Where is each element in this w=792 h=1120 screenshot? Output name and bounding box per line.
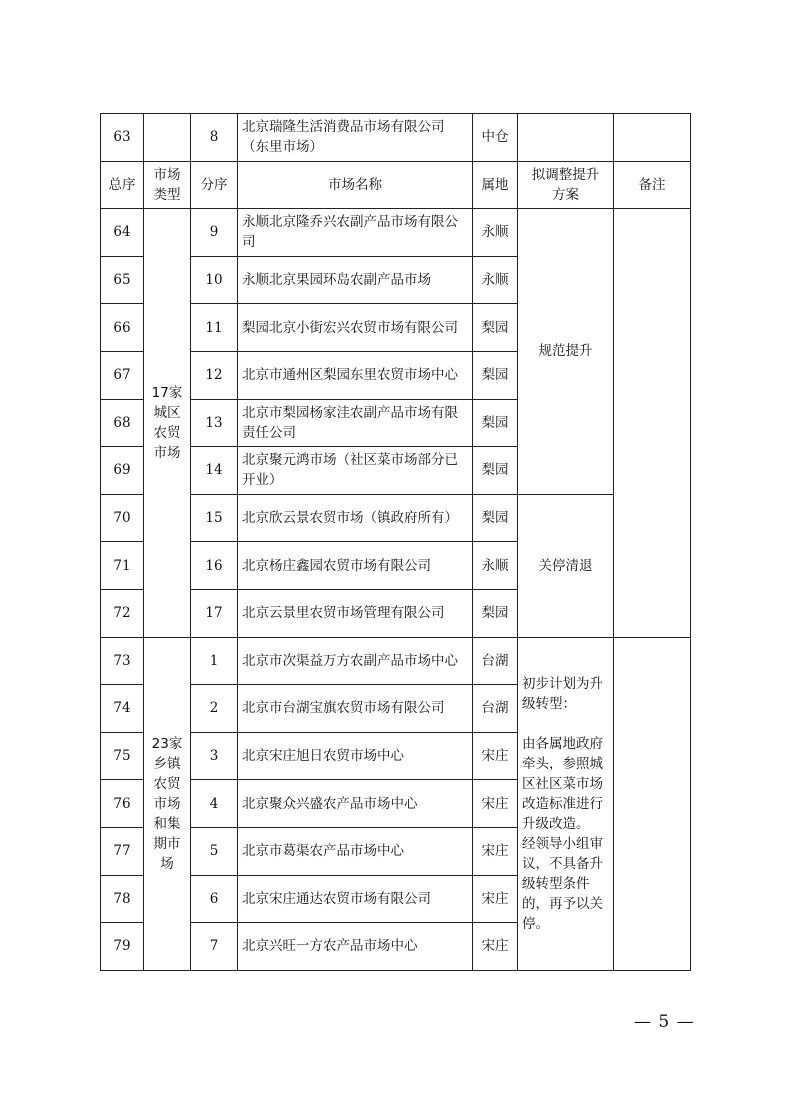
cell-sub: 14	[191, 447, 238, 495]
cell-sub: 1	[191, 637, 238, 685]
cell-sub: 12	[191, 351, 238, 399]
group2-type: 23家 乡镇 农贸 市场 和集 期市 场	[144, 637, 191, 970]
cell-sub: 3	[191, 732, 238, 780]
group1-note	[614, 209, 691, 637]
cell-area: 永顺	[473, 256, 518, 304]
cell-name: 北京杨庄鑫园农贸市场有限公司	[238, 542, 473, 590]
cell-area: 宋庄	[473, 732, 518, 780]
header-plan: 拟调整提升 方案	[518, 161, 614, 209]
header-total: 总序	[101, 161, 144, 209]
cell-name: 永顺北京果园环岛农副产品市场	[238, 256, 473, 304]
cell-sub: 17	[191, 589, 238, 637]
cell-area: 台湖	[473, 685, 518, 733]
cell-total: 76	[101, 780, 144, 828]
cell-total: 65	[101, 256, 144, 304]
cell-name: 北京兴旺一方农产品市场中心	[238, 923, 473, 971]
cell-name: 北京宋庄通达农贸市场有限公司	[238, 875, 473, 923]
group1-plan-upgrade: 规范提升	[518, 209, 614, 495]
group2-plan: 初步计划为升级转型： 由各属地政府牵头，参照城区社区菜市场改造标准进行升级改造。 经领导小组审议，不具备升级转型条件的，再予以关停。	[518, 637, 614, 970]
cell-name: 北京市台湖宝旗农贸市场有限公司	[238, 685, 473, 733]
cell-area: 中仓	[473, 114, 518, 162]
cell-area: 台湖	[473, 637, 518, 685]
cell-total: 68	[101, 399, 144, 447]
cell-sub: 7	[191, 923, 238, 971]
cell-sub: 11	[191, 304, 238, 352]
cell-area: 永顺	[473, 542, 518, 590]
group1-type: 17家 城区 农贸 市场	[144, 209, 191, 637]
cell-name: 北京市梨园杨家洼农副产品市场有限责任公司	[238, 399, 473, 447]
cell-total: 77	[101, 827, 144, 875]
cell-name: 永顺北京隆乔兴农副产品市场有限公司	[238, 209, 473, 257]
cell-total: 74	[101, 685, 144, 733]
cell-name: 北京欣云景农贸市场（镇政府所有）	[238, 494, 473, 542]
cell-total: 75	[101, 732, 144, 780]
header-note: 备注	[614, 161, 691, 209]
cell-name: 北京市次渠益万方农副产品市场中心	[238, 637, 473, 685]
table-row	[101, 209, 691, 257]
cell-note	[614, 114, 691, 162]
cell-area: 梨园	[473, 447, 518, 495]
cell-sub: 15	[191, 494, 238, 542]
cell-sub: 16	[191, 542, 238, 590]
cell-area: 梨园	[473, 304, 518, 352]
table-header-row	[101, 161, 691, 209]
cell-name: 北京市葛渠农产品市场中心	[238, 827, 473, 875]
market-table	[100, 113, 691, 971]
cell-name: 北京瑞隆生活消费品市场有限公司（东里市场）	[238, 114, 473, 162]
cell-sub: 6	[191, 875, 238, 923]
cell-sub: 2	[191, 685, 238, 733]
cell-area: 宋庄	[473, 780, 518, 828]
cell-total: 64	[101, 209, 144, 257]
cell-total: 69	[101, 447, 144, 495]
cell-total: 70	[101, 494, 144, 542]
cell-name: 北京市通州区梨园东里农贸市场中心	[238, 351, 473, 399]
cell-total: 79	[101, 923, 144, 971]
cell-sub: 13	[191, 399, 238, 447]
cell-name: 梨园北京小街宏兴农贸市场有限公司	[238, 304, 473, 352]
cell-area: 永顺	[473, 209, 518, 257]
cell-sub: 9	[191, 209, 238, 257]
cell-total: 72	[101, 589, 144, 637]
cell-name: 北京云景里农贸市场管理有限公司	[238, 589, 473, 637]
page-number: — 5 —	[634, 1012, 695, 1032]
header-type: 市场 类型	[144, 161, 191, 209]
cell-total: 78	[101, 875, 144, 923]
cell-name: 北京聚众兴盛农产品市场中心	[238, 780, 473, 828]
cell-area: 宋庄	[473, 875, 518, 923]
cell-name: 北京宋庄旭日农贸市场中心	[238, 732, 473, 780]
cell-area: 宋庄	[473, 923, 518, 971]
cell-total: 63	[101, 114, 144, 162]
group2-note	[614, 637, 691, 970]
cell-type	[144, 114, 191, 162]
cell-total: 73	[101, 637, 144, 685]
cell-area: 梨园	[473, 351, 518, 399]
table-row	[101, 637, 691, 685]
cell-area: 梨园	[473, 494, 518, 542]
cell-sub: 5	[191, 827, 238, 875]
cell-total: 71	[101, 542, 144, 590]
cell-name: 北京聚元鸿市场（社区菜市场部分已开业）	[238, 447, 473, 495]
header-sub: 分序	[191, 161, 238, 209]
cell-total: 66	[101, 304, 144, 352]
cell-sub: 4	[191, 780, 238, 828]
cell-plan	[518, 114, 614, 162]
cell-sub: 8	[191, 114, 238, 162]
cell-total: 67	[101, 351, 144, 399]
header-area: 属地	[473, 161, 518, 209]
cell-area: 宋庄	[473, 827, 518, 875]
cell-area: 梨园	[473, 399, 518, 447]
cell-area: 梨园	[473, 589, 518, 637]
group1-plan-close: 关停清退	[518, 494, 614, 637]
cell-sub: 10	[191, 256, 238, 304]
table-row	[101, 114, 691, 162]
header-name: 市场名称	[238, 161, 473, 209]
